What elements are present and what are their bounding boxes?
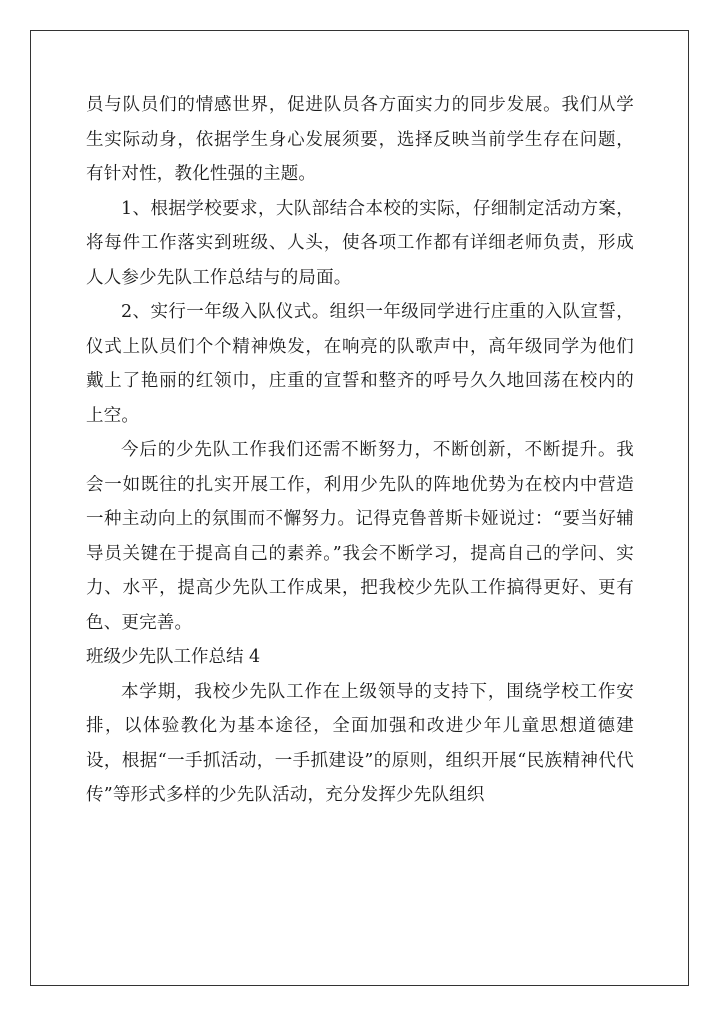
section-heading: 班级少先队工作总结 4 bbox=[86, 647, 261, 667]
paragraph-1: 员与队员们的情感世界，促进队员各方面实力的同步发展。我们从学生实际动身，依据学生身心发展须要，选择反映当前学生存在问题，有针对性，教化性强的主题。 bbox=[86, 95, 634, 184]
paragraph-3: 2、实行一年级入队仪式。组织一年级同学进行庄重的入队宣誓，仪式上队员们个个精神焕发，在响亮的队歌声中，高年级同学为他们戴上了艳丽的红领巾，庄重的宣誓和整齐的呼号久久地回荡在校内的上空。 bbox=[86, 302, 634, 426]
paragraph-2: 1、根据学校要求，大队部结合本校的实际，仔细制定活动方案，将每件工作落实到班级、人头，使各项工作都有详细老师负责，形成人人参少先队工作总结与的局面。 bbox=[86, 198, 634, 288]
paragraph-5: 本学期，我校少先队工作在上级领导的支持下，围绕学校工作安排，以体验教化为基本途径，全面加强和改进少年儿童思想道德建设，根据“一手抓活动，一手抓建设”的原则，组织开展“民族精神代代传”等形式多样的少先队活动，充分发挥少先队组织 bbox=[86, 681, 634, 805]
document-body bbox=[86, 88, 634, 813]
paragraph-4: 今后的少先队工作我们还需不断努力，不断创新，不断提升。我会一如既往的扎实开展工作，利用少先队的阵地优势为在校内中营造一种主动向上的氛围而不懈努力。记得克鲁普斯卡娅说过：“要当好辅导员关键在于提高自己的素养。”我会不断学习，提高自己的学问、实力、水平，提高少先队工作成果，把我校少先队工作搞得更好、更有色、更完善。 bbox=[86, 440, 634, 633]
